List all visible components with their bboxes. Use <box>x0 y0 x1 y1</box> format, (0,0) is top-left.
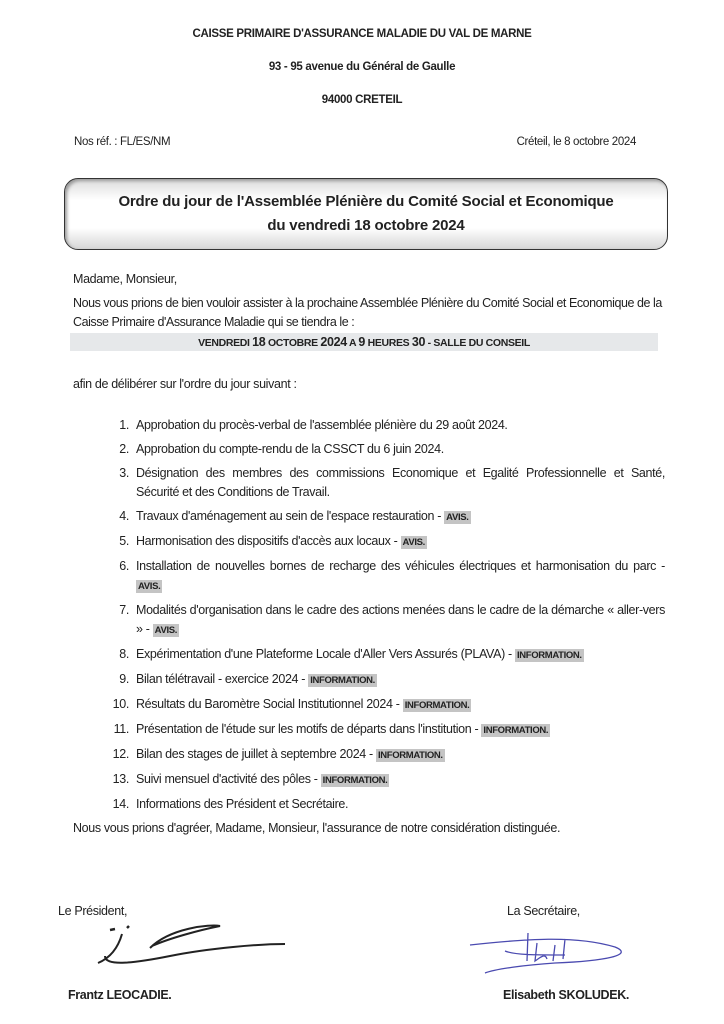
agenda-item-text: Expérimentation d'une Plateforme Locale d'Aller Vers Assurés (PLAVA) - <box>136 647 515 661</box>
agenda-item-number: 13. <box>112 772 129 786</box>
agenda-item-text: Travaux d'aménagement au sein de l'espace restauration - <box>136 509 445 523</box>
agenda-item-tag: AVIS. <box>446 512 469 523</box>
agenda-item <box>115 557 665 596</box>
agenda-item-number: 1. <box>119 418 129 432</box>
agenda-item-tag: AVIS. <box>402 537 425 548</box>
meeting-day: VENDREDI <box>198 337 250 349</box>
agenda-item-text: Résultats du Baromètre Social Institutionnel 2024 - <box>136 697 403 711</box>
agenda-item <box>112 770 665 790</box>
agenda-item <box>115 645 665 665</box>
secretary-name: Elisabeth SKOLUDEK. <box>503 988 630 1002</box>
agenda-item-number: 9. <box>119 672 129 686</box>
org-address: 93 - 95 avenue du Général de Gaulle <box>268 61 456 73</box>
agenda-item <box>112 795 665 814</box>
agenda-item-text: Approbation du procès-verbal de l'assemblée plénière du 29 août 2024. <box>136 418 508 432</box>
agenda-item-number: 4. <box>119 509 129 523</box>
agenda-item-number: 7. <box>119 603 129 617</box>
meeting-hour: 9 <box>358 335 366 349</box>
agenda-item <box>115 507 665 527</box>
agenda-item-text: Informations des Président et Secrétaire. <box>136 797 349 811</box>
intro-section <box>70 294 670 394</box>
agenda-item-text: Bilan des stages de juillet à septembre 2024 - <box>136 747 376 761</box>
intro-paragraph: Nous vous prions de bien vouloir assister à la prochaine Assemblée Plénière du Comité Social et Economique de la Caisse Primaire d'Assurance Maladie qui se tiendra le : <box>73 296 662 329</box>
agenda-item-number: 6. <box>119 559 129 573</box>
agenda-item-number: 8. <box>119 647 129 661</box>
title-line-1: Ordre du jour de l'Assemblée Plénière du Comité Social et Economique <box>118 193 614 210</box>
closing: Nous vous prions d'agréer, Madame, Monsieur, l'assurance de notre considération distinguée. <box>73 821 561 835</box>
secretary-role: La Secrétaire, <box>507 904 580 918</box>
agenda-item-text: Modalités d'organisation dans le cadre des actions menées dans le cadre de la démarche « aller-vers » - <box>136 603 665 636</box>
agenda-item <box>115 464 665 502</box>
agenda-item <box>115 416 665 435</box>
meeting-place: SALLE DU CONSEIL <box>433 337 530 349</box>
agenda-item-tag: AVIS. <box>138 581 161 592</box>
agenda-item-text: Suivi mensuel d'activité des pôles - <box>136 772 321 786</box>
agenda-item-tag: INFORMATION. <box>404 700 470 711</box>
agenda-item-tag: INFORMATION. <box>322 775 388 786</box>
meeting-year: 2024 <box>320 335 347 349</box>
agenda-item <box>115 532 665 552</box>
agenda-item-text: Bilan télétravail - exercice 2024 - <box>136 672 309 686</box>
agenda-item-tag: AVIS. <box>154 625 178 636</box>
agenda-item <box>115 720 665 740</box>
agenda-item-number: 10. <box>112 697 129 711</box>
salutation: Madame, Monsieur, <box>73 272 177 286</box>
meeting-month: OCTOBRE <box>267 337 318 349</box>
agenda-item <box>112 745 665 765</box>
agenda-intro: afin de délibérer sur l'ordre du jour suivant : <box>73 377 297 391</box>
agenda-item-number: 2. <box>119 442 129 456</box>
agenda-item <box>115 601 665 640</box>
agenda-item <box>115 440 665 459</box>
org-city: 94000 CRETEIL <box>321 94 403 106</box>
meeting-dash: - <box>427 337 431 349</box>
agenda-list <box>112 416 665 819</box>
meeting-min: 30 <box>411 335 426 349</box>
agenda-item-text: Présentation de l'étude sur les motifs de départs dans l'institution - <box>136 722 482 736</box>
agenda-item <box>115 670 665 690</box>
meeting-heures: HEURES <box>367 337 410 349</box>
org-name: CAISSE PRIMAIRE D'ASSURANCE MALADIE DU VAL DE MARNE <box>192 28 532 40</box>
president-name: Frantz LEOCADIE. <box>68 988 172 1002</box>
agenda-item-tag: INFORMATION. <box>310 675 375 686</box>
title-line-2: du vendredi 18 octobre 2024 <box>267 217 465 234</box>
agenda-item-number: 11. <box>113 722 129 736</box>
agenda-item-text: Désignation des membres des commissions Economique et Egalité Professionnelle et Santé, Sécurité et des Conditions de Travail. <box>136 466 665 499</box>
agenda-item-text: Installation de nouvelles bornes de recharge des véhicules électriques et harmonisation du parc - <box>136 559 665 573</box>
meeting-banner <box>70 333 658 351</box>
agenda-item-number: 12. <box>112 747 129 761</box>
agenda-item-tag: INFORMATION. <box>516 650 582 661</box>
agenda-item-text: Harmonisation des dispositifs d'accès aux locaux - <box>136 534 401 548</box>
title-box <box>64 178 668 250</box>
agenda-item-number: 14. <box>112 797 129 811</box>
meeting-daynum: 18 <box>252 335 266 349</box>
date: Créteil, le 8 octobre 2024 <box>516 136 636 148</box>
agenda-item-number: 3. <box>119 466 129 480</box>
agenda-item <box>112 695 665 715</box>
agenda-item-text: Approbation du compte-rendu de la CSSCT du 6 juin 2024. <box>136 442 444 456</box>
agenda-item-number: 5. <box>119 534 129 548</box>
reference: Nos réf. : FL/ES/NM <box>74 136 171 148</box>
agenda-item-tag: INFORMATION. <box>483 725 549 736</box>
meeting-a: A <box>349 337 356 349</box>
secretary-signature <box>465 925 645 975</box>
president-signature <box>90 918 310 968</box>
agenda-item-tag: INFORMATION. <box>377 750 443 761</box>
president-role: Le Président, <box>58 904 128 918</box>
